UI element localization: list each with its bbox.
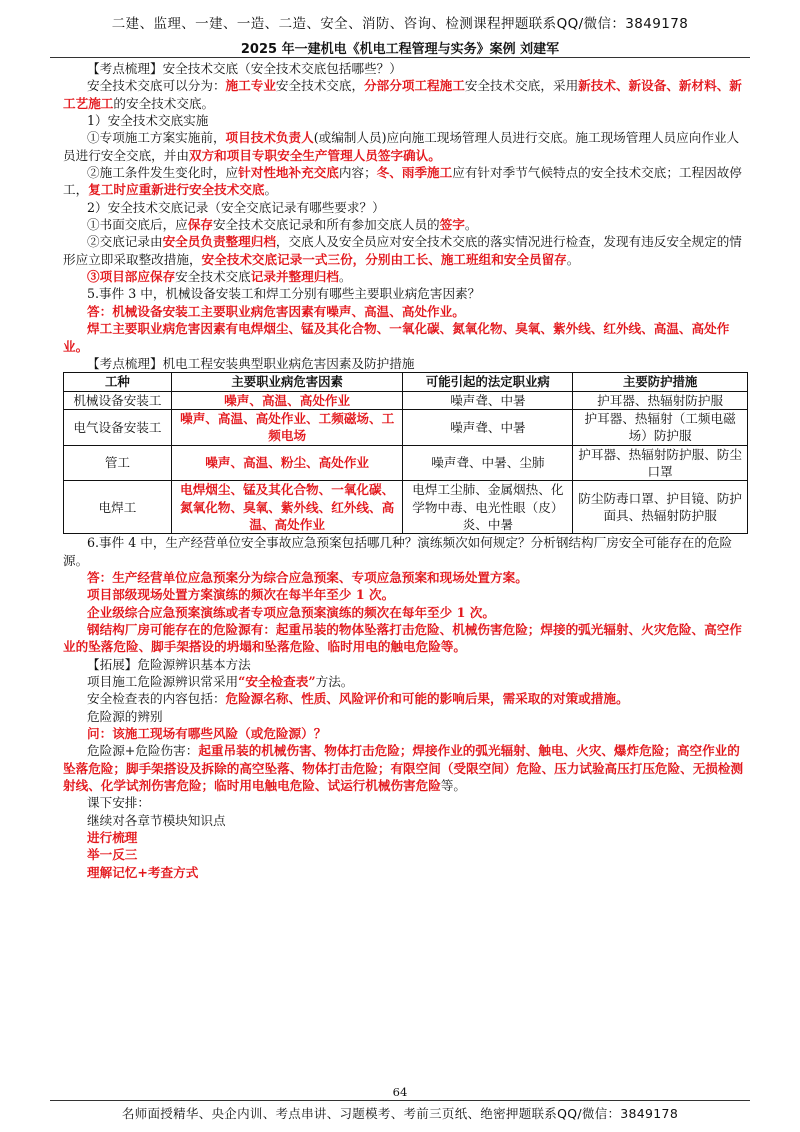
extension-paragraph-3: 危险源的辨别 <box>87 708 163 724</box>
body-text: 安全技术交底， <box>275 78 365 94</box>
body-text: 等。 <box>440 778 466 794</box>
emphasis-text: 安全员负责整理归档 <box>162 234 276 250</box>
table-header-cell: 工种 <box>64 373 172 391</box>
document-body <box>63 60 748 881</box>
body-text: 危险源+危险伤害： <box>87 743 199 759</box>
body-text: 安全技术交底可以分为： <box>87 78 226 94</box>
paragraph-implementation-2 <box>63 164 748 199</box>
table-cell-protection: 护耳器、热辐射防护服 <box>573 391 748 409</box>
body-text: 。 <box>464 217 478 233</box>
extension-paragraph-2 <box>63 690 748 707</box>
table-cell-disease: 噪声聋、中暑 <box>403 391 573 409</box>
table-cell-protection: 防尘防毒口罩、护目镜、防护面具、热辐射防护服 <box>573 481 748 534</box>
body-text: ①专项施工方案实施前， <box>87 130 226 146</box>
table-cell-job: 机械设备安装工 <box>64 391 172 409</box>
paragraph-briefing-types <box>63 77 748 112</box>
table-cell-disease: 噪声聋、中暑 <box>403 409 573 445</box>
table-cell-protection: 护耳器、热辐射（工频电磁场）防护服 <box>573 409 748 445</box>
body-text: ①书面交底后，应 <box>87 217 188 233</box>
header-title: 2025 年一建机电《机电工程管理与实务》案例 刘建军 <box>240 42 560 57</box>
section-title-occupational-hazards: 【考点梳理】机电工程安装典型职业病危害因素及防护措施 <box>87 355 415 371</box>
body-text: 应有针对季节气候特点的安全技术交底；工程因故停工， <box>63 165 742 198</box>
table-cell-job: 电气设备安装工 <box>64 409 172 445</box>
table-cell-hazards: 噪声、高温、高处作业 <box>171 391 403 409</box>
paragraph-record-3 <box>63 268 748 285</box>
emphasis-text: 施工专业 <box>225 78 276 94</box>
body-text: 方法。 <box>315 674 354 690</box>
emphasis-text: 起重吊装的机械伤害、物体打击危险；焊接作业的弧光辐射、触电、火灾、爆炸危险；高空作业的坠落危险；脚手架搭设及拆除的高空坠落、物体打击危险；有限空间（受限空间）危险、压力试验高压打压危险、无损检测射线、化学试剂伤害危险；临时用电触电危险、试运行机械伤害危险 <box>63 743 744 794</box>
paragraph-implementation-1 <box>63 129 748 164</box>
emphasis-text: 项目技术负责人 <box>225 130 314 146</box>
emphasis-text: 复工时应重新进行安全技术交底 <box>88 182 265 198</box>
emphasis-text: “安全检查表” <box>238 674 316 690</box>
answer-6-line-1: 答：生产经营单位应急预案分为综合应急预案、专项应急预案和现场处置方案。 <box>87 569 528 585</box>
table-cell-job: 管工 <box>64 445 172 481</box>
answer-6-line-2: 项目部级现场处置方案演练的频次在每半年至少 1 次。 <box>87 587 395 603</box>
table-cell-hazards: 噪声、高温、粉尘、高处作业 <box>171 445 403 481</box>
subheading-briefing-implementation: 1）安全技术交底实施 <box>87 113 209 129</box>
extension-paragraph-1 <box>63 673 748 690</box>
emphasis-text: 双方和项目专职安全生产管理人员签字确认。 <box>188 147 441 163</box>
emphasis-text: 冬、雨季施工 <box>376 165 453 181</box>
extension-title: 【拓展】危险源辨识基本方法 <box>87 656 251 672</box>
table-cell-job: 电焊工 <box>64 481 172 534</box>
page-number: 64 <box>392 1085 408 1099</box>
body-text: ，交底人及安全员应对安全技术交底的落实情况进行检查，发现有违反安全规定的情形应立即采取整改措施， <box>63 234 742 267</box>
body-text: 。 <box>264 182 278 198</box>
body-text: 项目施工危险源辨识常采用 <box>87 674 239 690</box>
subheading-briefing-record: 2）安全技术交底记录（安全交底记录有哪些要求？） <box>87 199 385 215</box>
paragraph-record-1 <box>63 216 748 233</box>
table-row <box>64 445 748 481</box>
extension-question: 问：该施工现场有哪些风险（或危险源）？ <box>87 726 327 742</box>
footer-contact-line: 名师面授精华、央企内训、考点串讲、习题模考、考前三页纸、绝密押题联系QQ/微信：3849178 <box>121 1106 679 1121</box>
answer-6-line-3: 企业级综合应急预案演练或者专项应急预案演练的频次在每年至少 1 次。 <box>87 604 495 620</box>
header-contact-line: 二建、监理、一建、一造、二造、安全、消防、咨询、检测课程押题联系QQ/微信：3849178 <box>111 16 689 32</box>
emphasis-text: 危险源名称、性质、风险评价和可能的影响后果，需采取的对策或措施。 <box>225 691 629 707</box>
question-5: 5.事件 3 中，机械设备安装工和焊工分别有哪些主要职业病危害因素？ <box>87 286 481 302</box>
paragraph-record-2 <box>63 233 748 268</box>
body-text: 安全技术交底，采用 <box>464 78 579 94</box>
body-text: ②交底记录由 <box>87 234 163 250</box>
answer-5-line-2: 焊工主要职业病危害因素有电焊烟尘、锰及其化合物、一氧化碳、氮氧化物、臭氧、紫外线、红外线、高温、高处作业。 <box>63 321 730 354</box>
body-text: 安全技术交底记录和所有参加交底人员的 <box>212 217 440 233</box>
table-header-cell: 主要职业病危害因素 <box>171 373 403 391</box>
question-6: 6.事件 4 中，生产经营单位安全事故应急预案包括哪几种？演练频次如何规定？分析钢结构厂房安全可能存在的危险源。 <box>63 535 733 568</box>
table-cell-protection: 护耳器、热辐射防护服、防尘口罩 <box>573 445 748 481</box>
body-text: 安全技术交底 <box>175 269 251 285</box>
body-text: 安全检查表的内容包括： <box>87 691 226 707</box>
header-divider <box>50 57 750 58</box>
occupational-hazard-table <box>63 372 748 534</box>
emphasis-text: 安全技术交底记录一式三份，分别由工长、施工班组和安全员留存 <box>201 251 567 267</box>
extension-paragraph-4 <box>63 742 748 794</box>
section-title-safety-briefing: 【考点梳理】安全技术交底（安全技术交底包括哪些？） <box>87 61 402 76</box>
answer-5-line-1: 答：机械设备安装工主要职业病危害因素有噪声、高温、高处作业。 <box>87 303 465 319</box>
after-class-item-3: 理解记忆+考查方式 <box>87 864 199 880</box>
emphasis-text: 保存 <box>187 217 213 233</box>
after-class-item-2: 举一反三 <box>87 847 138 863</box>
emphasis-text: 记录并整理归档 <box>250 269 339 285</box>
emphasis-text: ③项目部应保存 <box>87 269 176 285</box>
after-class-item-1: 进行梳理 <box>87 830 138 846</box>
after-class-title: 课下安排： <box>87 795 150 811</box>
body-text: (或编制人员)应向施工现场管理人员进行交底。施工现场管理人员应向作业人员进行安全交底，并由 <box>63 130 740 163</box>
emphasis-text: 签字 <box>439 217 465 233</box>
emphasis-text: 分部分项工程施工 <box>364 78 465 94</box>
table-row <box>64 391 748 409</box>
after-class-paragraph: 继续对各章节模块知识点 <box>87 812 226 828</box>
emphasis-text: 新技术、新设备、新材料、新工艺施工 <box>63 78 742 111</box>
table-header-row <box>64 373 748 391</box>
table-cell-disease: 电焊工尘肺、金属烟热、化学物中毒、电光性眼（皮）炎、中暑 <box>403 481 573 534</box>
table-header-cell: 主要防护措施 <box>573 373 748 391</box>
body-text: 的安全技术交底。 <box>113 95 215 111</box>
body-text: ②施工条件发生变化时，应 <box>87 165 239 181</box>
emphasis-text: 针对性地补充交底 <box>238 165 339 181</box>
body-text: 。 <box>338 269 352 285</box>
answer-6-line-4: 钢结构厂房可能存在的危险源有：起重吊装的物体坠落打击危险、机械伤害危险；焊接的弧光辐射、火灾危险、高空作业的坠落危险、脚手架搭设的坍塌和坠落危险、临时用电的触电危险等。 <box>63 622 742 655</box>
table-header-cell: 可能引起的法定职业病 <box>403 373 573 391</box>
table-cell-disease: 噪声聋、中暑、尘肺 <box>403 445 573 481</box>
table-row <box>64 481 748 534</box>
table-cell-hazards: 噪声、高温、高处作业、工频磁场、工频电场 <box>171 409 403 445</box>
table-cell-hazards: 电焊烟尘、锰及其化合物、一氧化碳、氮氧化物、臭氧、紫外线、红外线、高温、高处作业 <box>171 481 403 534</box>
body-text: 内容； <box>338 165 377 181</box>
table-row <box>64 409 748 445</box>
footer-divider <box>50 1100 750 1101</box>
body-text: 。 <box>566 251 580 267</box>
